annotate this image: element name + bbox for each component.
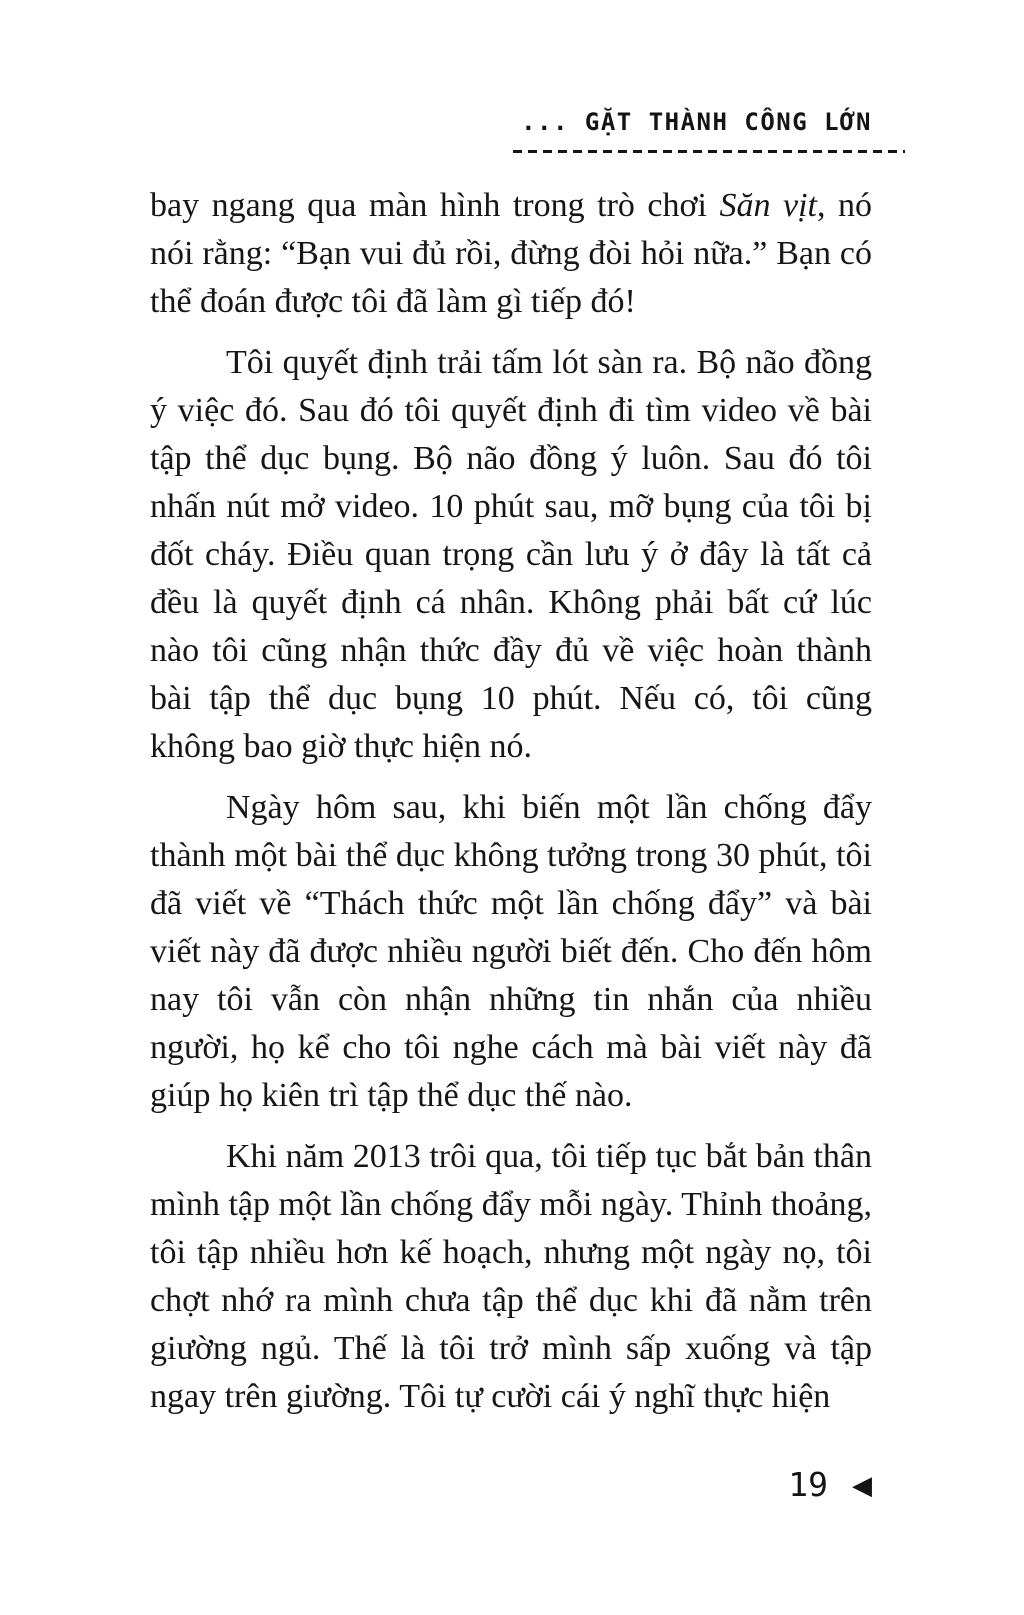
page-number: 19 — [788, 1465, 828, 1504]
text-run: bay ngang qua màn hình trong trò chơi — [150, 187, 720, 224]
text-run: , nó nói rằng: “Bạn vui đủ rồi, đừng đòi hỏi nữa.” Bạn có thể đoán được tôi đã làm gì tiếp đó! — [150, 187, 873, 320]
running-title: ... GẶT THÀNH CÔNG LỚN — [521, 108, 872, 136]
page-footer — [788, 1465, 872, 1504]
text-run: Ngày hôm sau, khi biến một lần chống đẩy thành một bài thể dục không tưởng trong 30 phút, tôi đã viết về “Thách thức một lần chống đẩy” và bài viết này đã được nhiều người biết đến. Cho đến hôm nay tôi vẫn còn nhận những tin nhắn của nhiều người, họ kể cho tôi nghe cách mà bài viết này đã giúp họ kiên trì tập thể dục thế nào. — [150, 789, 872, 1114]
italic-run: Săn vịt — [719, 187, 817, 224]
paragraph — [150, 182, 872, 326]
text-run: Tôi quyết định trải tấm lót sàn ra. Bộ não đồng ý việc đó. Sau đó tôi quyết định đi tìm video về bài tập thể dục bụng. Bộ não đồng ý luôn. Sau đó tôi nhấn nút mở video. 10 phút sau, mỡ bụng của tôi bị đốt cháy. Điều quan trọng cần lưu ý ở đây là tất cả đều là quyết định cá nhân. Không phải bất cứ lúc nào tôi cũng nhận thức đầy đủ về việc hoàn thành bài tập thể dục bụng 10 phút. Nếu có, tôi cũng không bao giờ thực hiện nó. — [150, 344, 872, 765]
text-run: Khi năm 2013 trôi qua, tôi tiếp tục bắt bản thân mình tập một lần chống đẩy mỗi ngày. Thỉnh thoảng, tôi tập nhiều hơn kế hoạch, nhưng một ngày nọ, tôi chợt nhớ ra mình chưa tập thể dục khi đã nằm trên giường ngủ. Thế là tôi trở mình sấp xuống và tập ngay trên giường. Tôi tự cười cái ý nghĩ thực hiện — [150, 1138, 872, 1415]
left-triangle-icon: ◀ — [852, 1470, 872, 1501]
dashed-rule — [513, 150, 905, 153]
paragraph — [150, 339, 872, 771]
paragraph — [150, 784, 872, 1120]
body-paragraphs — [150, 182, 872, 1434]
paragraph — [150, 1133, 872, 1421]
